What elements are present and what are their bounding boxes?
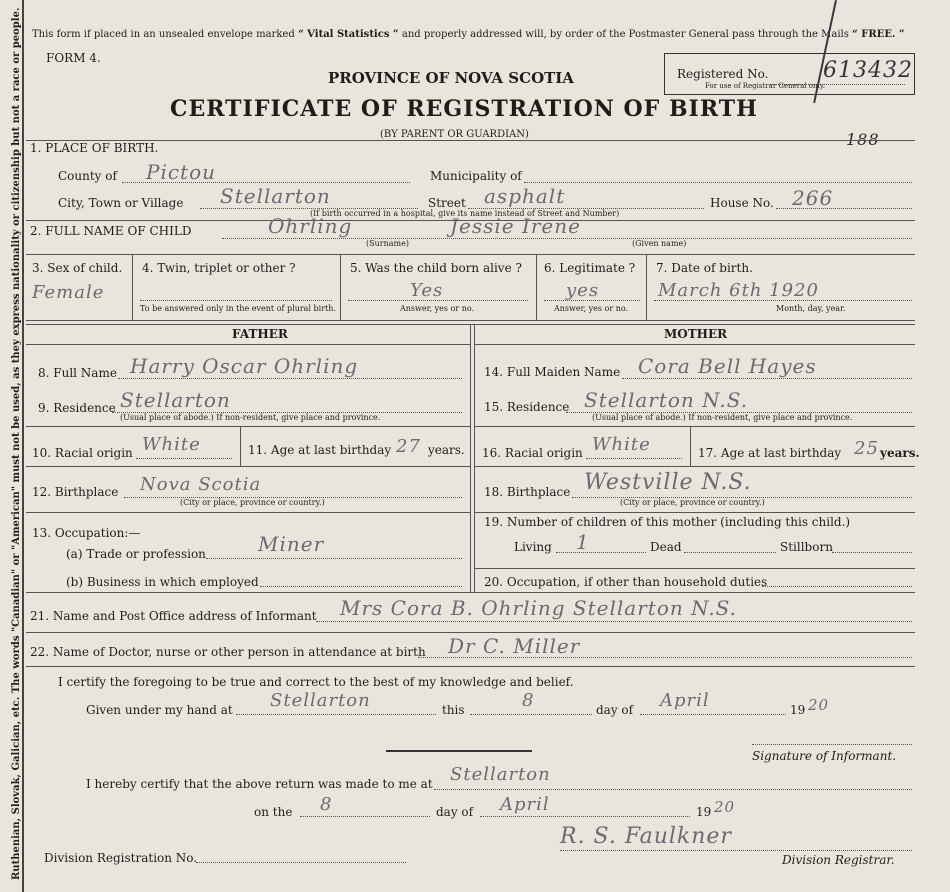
informant-label: 21. Name and Post Office address of Informant bbox=[30, 609, 317, 623]
street-label: Street bbox=[428, 196, 466, 210]
father-name-label: 8. Full Name bbox=[38, 366, 117, 380]
dead-label: Dead bbox=[650, 540, 682, 554]
side-rule bbox=[22, 0, 24, 892]
province-heading: PROVINCE OF NOVA SCOTIA bbox=[328, 69, 574, 87]
doctor-value: Dr C. Miller bbox=[448, 634, 581, 658]
county-label: County of bbox=[58, 169, 117, 183]
given-month-value: April bbox=[660, 690, 710, 711]
mail-note: This form if placed in an unsealed envelope marked “ Vital Statistics ” and properly addressed will, by order of the Postmaster General pass through the Mails “ FREE. ” bbox=[32, 29, 905, 40]
stillborn-label: Stillborn bbox=[780, 540, 833, 554]
registrar-year-prefix: 19 bbox=[696, 805, 712, 819]
city-value: Stellarton bbox=[220, 184, 331, 208]
father-birthplace-label: 12. Birthplace bbox=[32, 485, 119, 499]
father-occupation-label: 13. Occupation:— bbox=[32, 526, 141, 540]
hospital-note: (If birth occurred in a hospital, give its name instead of Street and Number) bbox=[310, 209, 620, 218]
father-age-value: 27 bbox=[396, 436, 421, 457]
mother-birthplace-label: 18. Birthplace bbox=[484, 485, 571, 499]
date-note: Month, day, year. bbox=[776, 304, 846, 313]
registered-number: 613432 bbox=[823, 58, 913, 83]
place-of-birth-heading: 1. PLACE OF BIRTH. bbox=[30, 141, 159, 155]
house-label: House No. bbox=[710, 196, 774, 210]
given-under-label: Given under my hand at bbox=[86, 703, 233, 717]
division-registration-label: Division Registration No. bbox=[44, 851, 198, 865]
city-label: City, Town or Village bbox=[58, 196, 184, 210]
trade-label: (a) Trade or profession bbox=[66, 547, 206, 561]
mother-name-value: Cora Bell Hayes bbox=[638, 354, 817, 378]
living-value: 1 bbox=[576, 530, 590, 554]
registrar-day-of-label: day of bbox=[436, 805, 474, 819]
registrar-month-value: April bbox=[500, 794, 550, 815]
registrar-year-suffix: 20 bbox=[714, 798, 736, 816]
this-label: this bbox=[442, 703, 465, 717]
mother-residence-value: Stellarton N.S. bbox=[584, 388, 749, 412]
registrar-day-value: 8 bbox=[320, 794, 333, 815]
father-age-label: 11. Age at last birthday bbox=[248, 443, 392, 457]
child-surname: Ohrling bbox=[268, 214, 353, 238]
given-name-note: (Given name) bbox=[632, 239, 687, 248]
mother-birthplace-note: (City or place, province or country.) bbox=[620, 498, 765, 507]
mother-racial-value: White bbox=[592, 434, 651, 455]
corner-number: 188 bbox=[846, 130, 880, 149]
on-the-label: on the bbox=[254, 805, 293, 819]
father-racial-label: 10. Racial origin bbox=[32, 446, 133, 460]
living-label: Living bbox=[514, 540, 552, 554]
date-of-birth-label: 7. Date of birth. bbox=[656, 261, 753, 275]
doctor-label: 22. Name of Doctor, nurse or other person in attendance at birth bbox=[30, 645, 426, 659]
date-of-birth-value: March 6th 1920 bbox=[658, 280, 819, 301]
certificate-subtitle: (BY PARENT OR GUARDIAN) bbox=[380, 129, 529, 140]
mother-racial-label: 16. Racial origin bbox=[482, 446, 583, 460]
given-year-suffix: 20 bbox=[808, 696, 830, 714]
county-value: Pictou bbox=[146, 160, 217, 184]
legitimate-value: yes bbox=[566, 280, 600, 301]
municipality-label: Municipality of bbox=[430, 169, 522, 183]
form-number: FORM 4. bbox=[46, 51, 101, 65]
father-heading: FATHER bbox=[232, 327, 288, 341]
mother-age-value: 25 bbox=[854, 438, 879, 459]
registered-box bbox=[664, 53, 915, 95]
registrar-place-value: Stellarton bbox=[450, 764, 551, 785]
father-name-value: Harry Oscar Ohrling bbox=[130, 354, 359, 378]
surname-note: (Surname) bbox=[366, 239, 409, 248]
given-year-prefix: 19 bbox=[790, 703, 806, 717]
given-day-value: 8 bbox=[522, 690, 535, 711]
sex-label: 3. Sex of child. bbox=[32, 261, 123, 275]
child-name-label: 2. FULL NAME OF CHILD bbox=[30, 224, 192, 238]
given-day-of-label: day of bbox=[596, 703, 634, 717]
father-age-unit: years. bbox=[428, 443, 465, 457]
certificate-title: CERTIFICATE OF REGISTRATION OF BIRTH bbox=[170, 96, 758, 122]
twin-label: 4. Twin, triplet or other ? bbox=[142, 261, 296, 275]
informant-value: Mrs Cora B. Ohrling Stellarton N.S. bbox=[340, 596, 738, 620]
father-residence-label: 9. Residence bbox=[38, 401, 116, 415]
mother-heading: MOTHER bbox=[664, 327, 728, 341]
signature-of-informant-label: Signature of Informant. bbox=[752, 749, 897, 763]
alive-label: 5. Was the child born alive ? bbox=[350, 261, 522, 275]
registrar-statement: I hereby certify that the above return was made to me at bbox=[86, 777, 433, 791]
mother-age-label: 17. Age at last birthday bbox=[698, 446, 842, 460]
mother-occupation-label: 20. Occupation, if other than household duties bbox=[484, 575, 768, 589]
father-birthplace-value: Nova Scotia bbox=[140, 474, 262, 495]
mother-birthplace-value: Westville N.S. bbox=[584, 470, 752, 495]
given-place-value: Stellarton bbox=[270, 690, 371, 711]
division-registrar-label: Division Registrar. bbox=[782, 853, 895, 867]
business-label: (b) Business in which employed bbox=[66, 575, 259, 589]
mother-residence-note: (Usual place of abode.) If non-resident, give place and province. bbox=[592, 413, 853, 422]
father-residence-note: (Usual place of abode.) If non-resident, give place and province. bbox=[120, 413, 381, 422]
street-value: asphalt bbox=[484, 184, 566, 208]
twin-note: To be answered only in the event of plural birth. bbox=[140, 304, 336, 313]
trade-value: Miner bbox=[258, 532, 325, 556]
father-residence-value: Stellarton bbox=[120, 388, 231, 412]
mother-name-label: 14. Full Maiden Name bbox=[484, 365, 621, 379]
alive-value: Yes bbox=[410, 280, 444, 301]
side-note: Ruthenian, Slovak, Galician, etc. The words "Canadian" or "American" must not be used, as they express nationality or citizenship but not a race or people. bbox=[11, 7, 22, 880]
legitimate-note: Answer, yes or no. bbox=[554, 304, 629, 313]
mother-residence-label: 15. Residence bbox=[484, 400, 570, 414]
father-racial-value: White bbox=[142, 434, 201, 455]
house-value: 266 bbox=[792, 186, 834, 210]
registrar-signature: R. S. Faulkner bbox=[560, 824, 732, 849]
sex-value: Female bbox=[32, 282, 105, 303]
registered-label: Registered No. bbox=[677, 67, 769, 81]
child-given-name: Jessie Irene bbox=[450, 214, 581, 238]
children-count-label: 19. Number of children of this mother (including this child.) bbox=[484, 515, 851, 529]
mother-age-unit: years. bbox=[880, 446, 920, 460]
certify-statement: I certify the foregoing to be true and correct to the best of my knowledge and belief. bbox=[58, 675, 574, 689]
alive-note: Answer, yes or no. bbox=[400, 304, 475, 313]
legitimate-label: 6. Legitimate ? bbox=[544, 261, 636, 275]
father-birthplace-note: (City or place, province or country.) bbox=[180, 498, 325, 507]
registrar-use-note: For use of Registrar General only. bbox=[705, 82, 825, 90]
